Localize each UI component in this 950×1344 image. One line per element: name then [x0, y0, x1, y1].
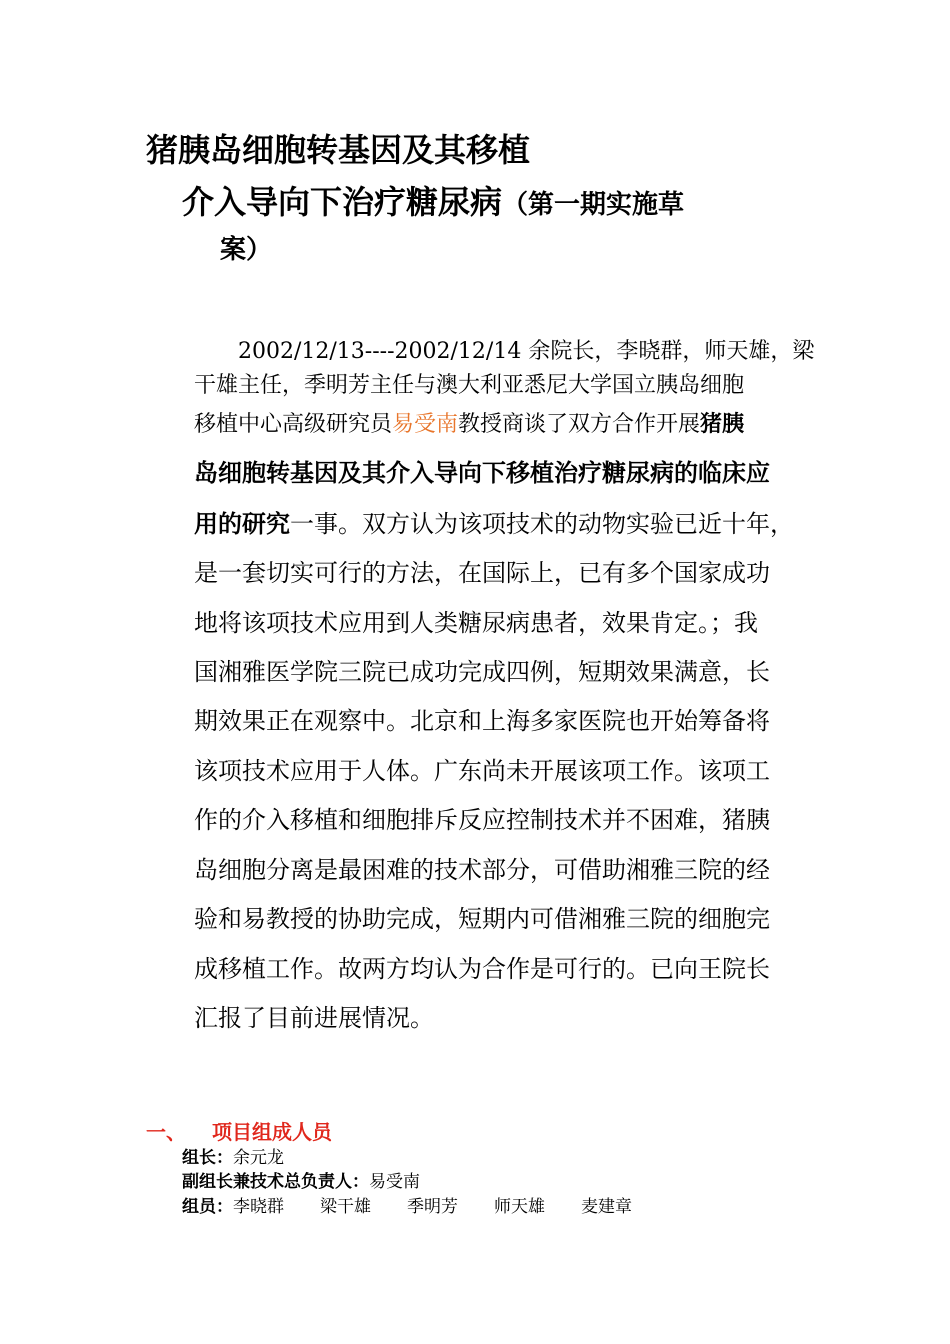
- professor-name: 易受南: [392, 412, 459, 437]
- members-line: [182, 1195, 668, 1219]
- deputy-label: 副组长兼技术总负责人：: [182, 1172, 369, 1192]
- intro-line-4: 岛细胞转基因及其介入导向下移植治疗糖尿病的临床应: [194, 458, 770, 487]
- leader-label: 组长：: [182, 1148, 233, 1168]
- member-name: 李晓群: [233, 1197, 284, 1217]
- member-name: 师天雄: [494, 1197, 545, 1217]
- section-number: 一、: [146, 1120, 186, 1144]
- intro-line-3-mid: 教授商谈了双方合作开展: [458, 412, 701, 437]
- intro-line-5: [194, 507, 794, 541]
- document-title-line-1: 猪胰岛细胞转基因及其移植: [146, 131, 531, 169]
- intro-line-13: 验和易教授的协助完成，短期内可借湘雅三院的细胞完: [194, 905, 770, 933]
- section-heading-members: [146, 1118, 332, 1146]
- member-name: 麦建章: [581, 1197, 632, 1217]
- intro-line-7: 地将该项技术应用到人类糖尿病患者，效果肯定。；我: [194, 609, 758, 637]
- document-title-line-3: 案）: [220, 235, 273, 265]
- deputy-line: [182, 1170, 420, 1194]
- intro-line-11: 作的介入移植和细胞排斥反应控制技术并不困难，猪胰: [194, 806, 770, 834]
- title-sub-text: （第一期实施草: [502, 190, 685, 220]
- project-name-start: 猪胰: [700, 411, 745, 437]
- deputy-name: 易受南: [369, 1172, 420, 1192]
- title-main-text: 介入导向下治疗糖尿病: [182, 183, 503, 221]
- document-title-line-2: [182, 180, 684, 227]
- intro-line-14: 成移植工作。故两方均认为合作是可行的。已向王院长: [194, 955, 770, 983]
- section-title: 项目组成人员: [212, 1120, 332, 1144]
- member-name: 季明芳: [407, 1197, 458, 1217]
- intro-line-9: 期效果正在观察中。北京和上海多家医院也开始筹备将: [194, 707, 770, 735]
- intro-line-12: 岛细胞分离是最困难的技术部分，可借助湘雅三院的经: [194, 856, 770, 884]
- intro-line-6: 是一套切实可行的方法，在国际上，已有多个国家成功: [194, 559, 770, 587]
- intro-line-1: 2002/12/13----2002/12/14 余院长，李晓群，师天雄，梁: [238, 339, 815, 364]
- intro-line-15: 汇报了目前进展情况。: [194, 1004, 434, 1032]
- project-name-end: 用的研究: [194, 509, 290, 538]
- intro-line-3-pre: 移植中心高级研究员: [194, 412, 393, 437]
- leader-line: [182, 1146, 284, 1170]
- intro-line-2: 干雄主任，季明芳主任与澳大利亚悉尼大学国立胰岛细胞: [194, 373, 745, 398]
- intro-line-3: [194, 409, 744, 440]
- intro-line-10: 该项技术应用于人体。广东尚未开展该项工作。该项工: [194, 757, 770, 785]
- member-name: 梁干雄: [320, 1197, 371, 1217]
- members-label: 组员：: [182, 1197, 233, 1217]
- intro-line-5-rest: 一事。双方认为该项技术的动物实验已近十年，: [290, 510, 794, 538]
- leader-name: 余元龙: [233, 1148, 284, 1168]
- intro-line-8: 国湘雅医学院三院已成功完成四例，短期效果满意，长: [194, 658, 770, 686]
